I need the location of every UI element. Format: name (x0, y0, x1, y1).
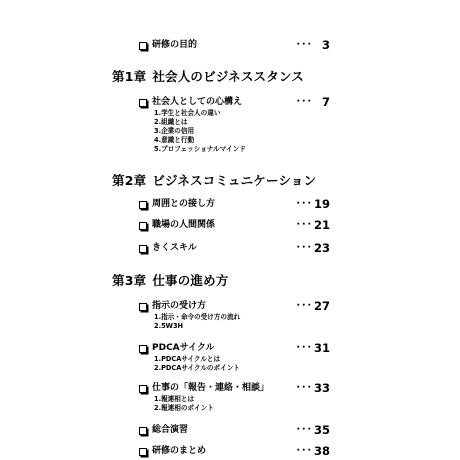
chapter-heading-1 (112, 67, 304, 85)
sub-item: 1.報連相とは (154, 395, 195, 403)
page-number: 33 (313, 381, 330, 395)
leader-dots: ･･･ (296, 220, 313, 230)
sub-item: 1.PDCAサイクルとは (154, 355, 221, 363)
page-number: 3 (321, 38, 330, 52)
entry-title: きくスキル (152, 243, 197, 253)
entry-title: 社会人としての心構え (152, 97, 243, 107)
leader-dots: ･･･ (296, 425, 313, 435)
page-number: 38 (313, 444, 330, 458)
leader-dots: ･･･ (296, 446, 313, 456)
chapter-heading-2 (112, 171, 316, 189)
sub-item: 2.5W3H (154, 322, 184, 330)
leader-dots: ･･･ (296, 97, 313, 107)
sub-item: 4.意識と行動 (154, 136, 195, 144)
checkbox-bullet-icon (139, 222, 147, 230)
checkbox-bullet-icon (139, 245, 147, 253)
sub-item: 2.報連相のポイント (154, 404, 214, 412)
leader-dots: ･･･ (296, 243, 313, 253)
checkbox-bullet-icon (139, 99, 147, 107)
chapter-title: 社会人のビジネススタンス (152, 69, 304, 84)
page-number: 21 (313, 218, 330, 232)
sub-item: 5.プロフェッショナルマインド (154, 145, 246, 153)
sub-item: 3.企業の信用 (154, 127, 195, 135)
entry-title: 総合演習 (152, 425, 189, 435)
leader-dots: ･･･ (296, 301, 313, 311)
entry-title: 研修の目的 (152, 40, 198, 50)
entry-title: 仕事の「報告・連絡・相談」 (152, 383, 270, 393)
leader-dots: ･･･ (296, 383, 313, 393)
sub-item: 1.指示・命令の受け方の流れ (154, 313, 241, 321)
page-number: 7 (321, 95, 330, 109)
checkbox-bullet-icon (139, 448, 147, 456)
page-number: 35 (313, 423, 330, 437)
sub-item: 2.PDCAサイクルのポイント (154, 364, 240, 372)
chapter-number: 第3章 (112, 273, 147, 288)
checkbox-bullet-icon (139, 385, 147, 393)
checkbox-bullet-icon (139, 42, 147, 50)
checkbox-bullet-icon (139, 201, 147, 209)
checkbox-bullet-icon (139, 303, 147, 311)
checkbox-bullet-icon (139, 427, 147, 435)
chapter-title: ビジネスコミュニケーション (152, 173, 317, 188)
chapter-number: 第2章 (112, 173, 147, 188)
page-number: 23 (313, 241, 330, 255)
entry-title: PDCAサイクル (152, 343, 215, 353)
page-number: 31 (313, 341, 330, 355)
chapter-number: 第1章 (112, 69, 147, 84)
leader-dots: ･･･ (296, 199, 313, 209)
entry-title: 職場の人間関係 (152, 220, 216, 230)
page-number: 27 (313, 299, 330, 313)
chapter-title: 仕事の進め方 (152, 273, 229, 288)
page-number: 19 (313, 197, 330, 211)
entry-title: 研修のまとめ (152, 446, 207, 456)
checkbox-bullet-icon (139, 345, 147, 353)
sub-item: 2.組織とは (154, 118, 188, 126)
entry-title: 指示の受け方 (152, 301, 207, 311)
leader-dots: ･･･ (296, 343, 313, 353)
entry-title: 周囲との接し方 (152, 199, 216, 209)
chapter-heading-3 (112, 271, 229, 289)
sub-item: 1.学生と社会人の違い (154, 109, 221, 117)
leader-dots: ･･･ (296, 40, 313, 50)
